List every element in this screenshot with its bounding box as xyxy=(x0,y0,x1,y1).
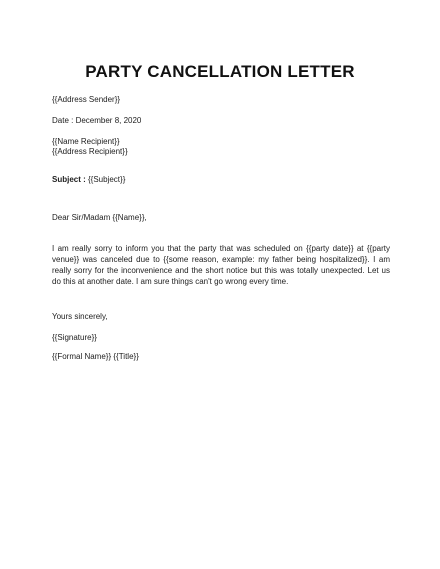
salutation: Dear Sir/Madam {{Name}}, xyxy=(52,213,147,222)
name-recipient: {{Name Recipient}} xyxy=(52,137,120,146)
subject-label: Subject : xyxy=(52,175,86,184)
formal-name-title: {{Formal Name}} {{Title}} xyxy=(52,352,139,361)
closing: Yours sincerely, xyxy=(52,312,108,321)
address-sender: {{Address Sender}} xyxy=(52,95,121,104)
date-line: Date : December 8, 2020 xyxy=(52,116,142,125)
subject-line xyxy=(52,175,125,185)
subject-value: {{Subject}} xyxy=(85,175,126,184)
signature: {{Signature}} xyxy=(52,333,97,342)
document-title: PARTY CANCELLATION LETTER xyxy=(85,62,355,81)
letter-body: I am really sorry to inform you that the party that was scheduled on {{party date}} at {{party venue}} was canceled due to {{some reason, example: my father being hospitalized}}. I am really sorry for the inconvenience and the short notice but this was totally unexpected. Let us do this at another date. I am sure things can't go wrong every time. xyxy=(52,244,390,286)
address-recipient: {{Address Recipient}} xyxy=(52,147,128,156)
